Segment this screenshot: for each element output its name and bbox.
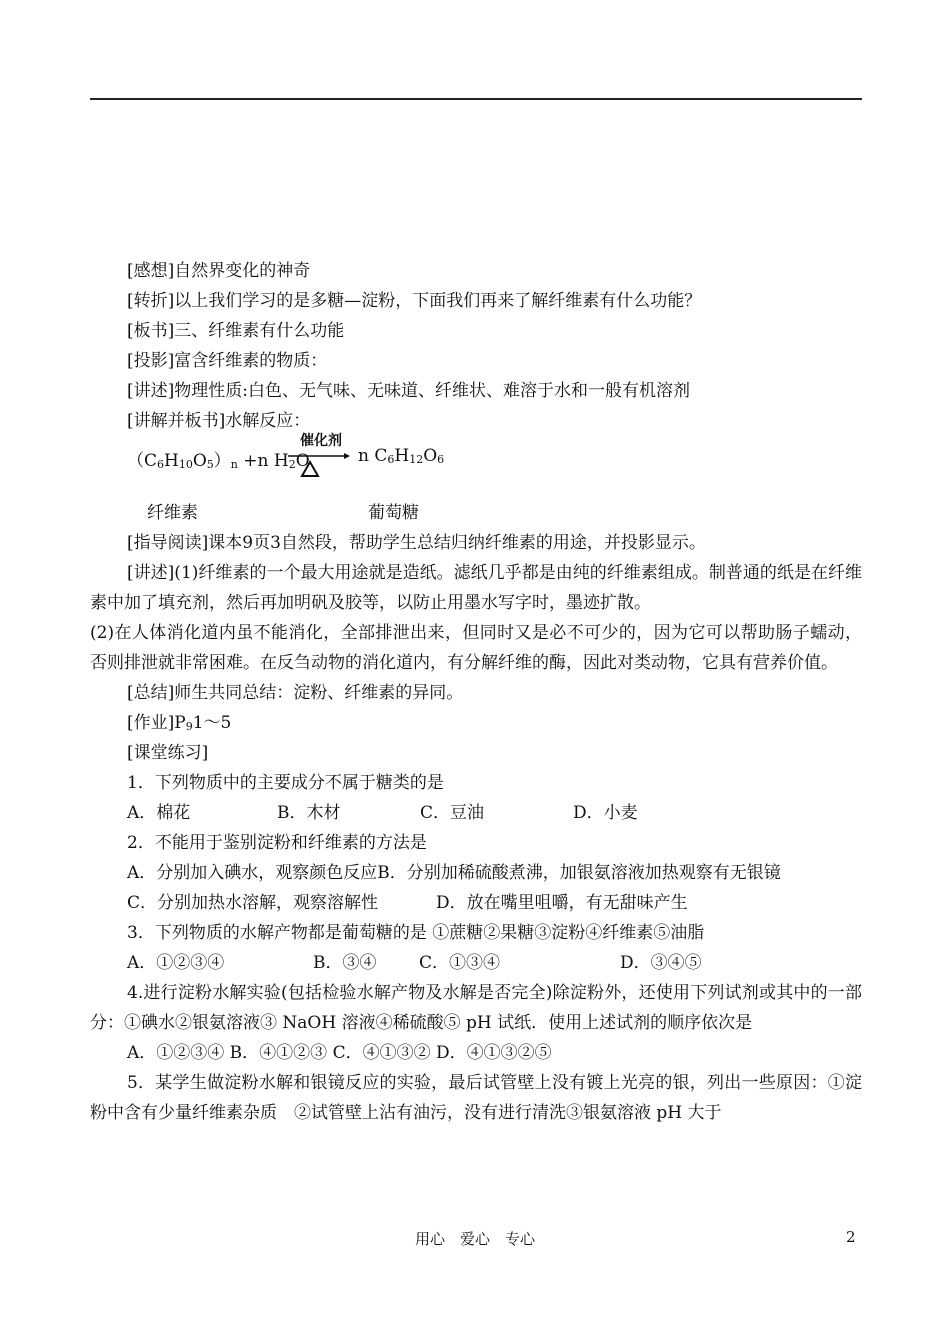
option-d: D．小麦	[573, 803, 638, 823]
document-body	[90, 256, 862, 1128]
option-a: A．棉花	[127, 803, 191, 823]
page-number: 2	[846, 1228, 856, 1246]
reaction-arrow-icon	[286, 452, 350, 478]
homework-line: [作业]$P_91\sim 5$	[127, 713, 232, 733]
header-rule	[90, 98, 862, 100]
option-d: D．③④⑤	[620, 953, 702, 973]
text-line: [板书]三、纤维素有什么功能	[127, 321, 345, 341]
equation-products: n $C_6H_{12}O_6$	[358, 446, 445, 466]
question-2: 2．不能用于鉴别淀粉和纤维素的方法是	[127, 833, 427, 853]
paragraph: (2)在人体消化道内虽不能消化，全部排泄出来，但同时又是必不可少的，因为它可以帮助肠子蠕动，否则排泄就非常困难。在反刍动物的消化道内，有分解纤维的酶，因此对类动物，它具有营养价值。	[90, 623, 862, 673]
page-footer: 用心 爱心 专心	[414, 1230, 535, 1248]
option-a: A．①②③④	[127, 953, 225, 973]
text-line: [指导阅读]课本9页3自然段，帮助学生总结归纳纤维素的用途，并投影显示。	[127, 533, 706, 553]
question-4-options: A．①②③④ B．④①②③ C．④①③② D．④①③②⑤	[127, 1043, 552, 1063]
question-2-options: A．分别加入碘水，观察颜色反应B．分别加稀硫酸煮沸，加银氨溶液加热观察有无银镜	[127, 863, 781, 883]
text-line: [感想]自然界变化的神奇	[127, 261, 311, 281]
option-c: C．分别加热水溶解，观察溶解性	[127, 893, 379, 913]
question-2-options	[90, 888, 862, 918]
hydrolysis-equation	[90, 433, 862, 490]
text-line: [讲解并板书]水解反应：	[127, 411, 311, 431]
question-5: 5．某学生做淀粉水解和银镜反应的实验，最后试管壁上没有镀上光亮的银，列出一些原因：①淀粉中含有少量纤维素杂质 ②试管壁上沾有油污，没有进行清洗③银氨溶液 pH 大于	[90, 1073, 862, 1123]
text-line: [转折]以上我们学习的是多糖—淀粉，下面我们再来了解纤维素有什么功能？	[127, 291, 702, 311]
text-line: [总结]师生共同总结：淀粉、纤维素的异同。	[127, 683, 464, 703]
question-1-options	[90, 798, 862, 828]
paragraph: [讲述](1)纤维素的一个最大用途就是造纸。滤纸几乎都是由纯的纤维素组成。制普通的纸是在纤维素中加了填充剂，然后再加明矾及胶等，以防止用墨水写字时，墨迹扩散。	[90, 563, 862, 613]
glucose-label: 葡萄糖	[368, 503, 419, 523]
option-c: C．①③④	[419, 953, 501, 973]
text-line: [投影]富含纤维素的物质：	[127, 351, 328, 371]
option-b: B．木材	[277, 803, 341, 823]
text-line: [讲述]物理性质:白色、无气味、无味道、纤维状、难溶于水和一般有机溶剂	[127, 381, 690, 401]
cellulose-label: 纤维素	[147, 503, 198, 523]
question-3-options	[90, 948, 862, 978]
option-d: D．放在嘴里咀嚼，有无甜味产生	[436, 893, 688, 913]
equation-names	[90, 490, 862, 528]
question-4: 4.进行淀粉水解实验(包括检验水解产物及水解是否完全)除淀粉外，还使用下列试剂或其中的一部分：①碘水②银氨溶液③ NaOH 溶液④稀硫酸⑤ pH 试纸．使用上述试剂的顺序依次是	[90, 983, 862, 1033]
equation-reactants: $(C_6H_{10}O_5)_n +n$ $H_2O$	[127, 451, 310, 471]
catalyst-label: 催化剂	[300, 433, 342, 449]
option-b: B．③④	[313, 953, 377, 973]
option-c: C．豆油	[420, 803, 485, 823]
text-line: [课堂练习]	[127, 743, 209, 763]
question-1: 1．下列物质中的主要成分不属于糖类的是	[127, 773, 444, 793]
question-3: 3．下列物质的水解产物都是葡萄糖的是 ①蔗糖②果糖③淀粉④纤维素⑤油脂	[127, 923, 705, 943]
